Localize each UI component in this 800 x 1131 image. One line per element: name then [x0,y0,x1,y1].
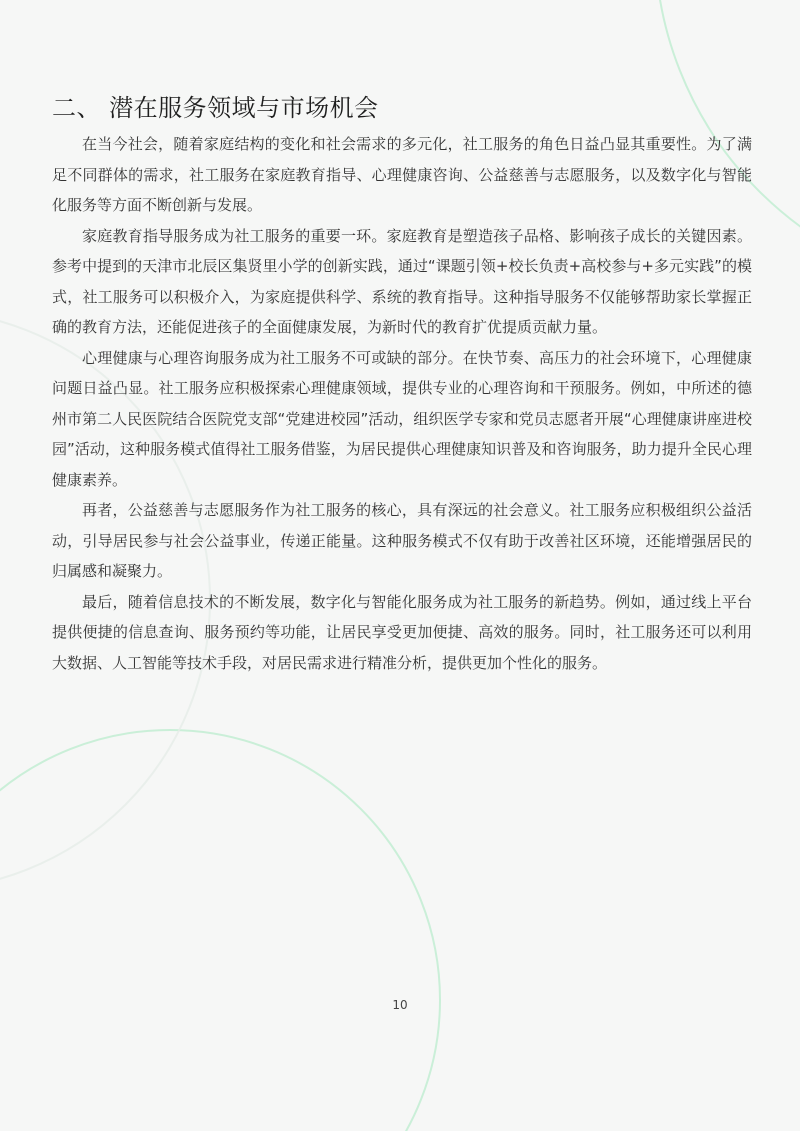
page-content [52,92,752,678]
page-number: 10 [392,998,408,1012]
section-heading: 二、 潜在服务领域与市场机会 [52,94,379,122]
paragraph-charity: 再者，公益慈善与志愿服务作为社工服务的核心，具有深远的社会意义。社工服务应积极组织公益活动，引导居民参与社会公益事业，传递正能量。这种服务模式不仅有助于改善社区环境，还能增强居民的归属感和凝聚力。 [52,501,752,580]
paragraph-mental-health: 心理健康与心理咨询服务成为社工服务不可或缺的部分。在快节奏、高压力的社会环境下，心理健康问题日益凸显。社工服务应积极探索心理健康领域，提供专业的心理咨询和干预服务。例如，中所述的德州市第二人民医院结合医院党支部“党建进校园”活动，组织医学专家和党员志愿者开展“心理健康讲座进校园”活动，这种服务模式值得社工服务借鉴，为居民提供心理健康知识普及和咨询服务，助力提升全民心理健康素养。 [52,348,752,489]
paragraph-family-education: 家庭教育指导服务成为社工服务的重要一环。家庭教育是塑造孩子品格、影响孩子成长的关键因素。参考中提到的天津市北辰区集贤里小学的创新实践，通过“课题引领+校长负责+高校参与+多元实践”的模式，社工服务可以积极介入，为家庭提供科学、系统的教育指导。这种指导服务不仅能够帮助家长掌握正确的教育方法，还能促进孩子的全面健康发展，为新时代的教育扩优提质贡献力量。 [52,226,752,336]
paragraph-digital: 最后，随着信息技术的不断发展，数字化与智能化服务成为社工服务的新趋势。例如，通过线上平台提供便捷的信息查询、服务预约等功能，让居民享受更加便捷、高效的服务。同时，社工服务还可以利用大数据、人工智能等技术手段，对居民需求进行精准分析，提供更加个性化的服务。 [52,592,752,672]
paragraph-intro: 在当今社会，随着家庭结构的变化和社会需求的多元化，社工服务的角色日益凸显其重要性。为了满足不同群体的需求，社工服务在家庭教育指导、心理健康咨询、公益慈善与志愿服务，以及数字化与智能化服务等方面不断创新与发展。 [52,135,752,214]
deco-arc-bottom-left [0,730,440,1131]
